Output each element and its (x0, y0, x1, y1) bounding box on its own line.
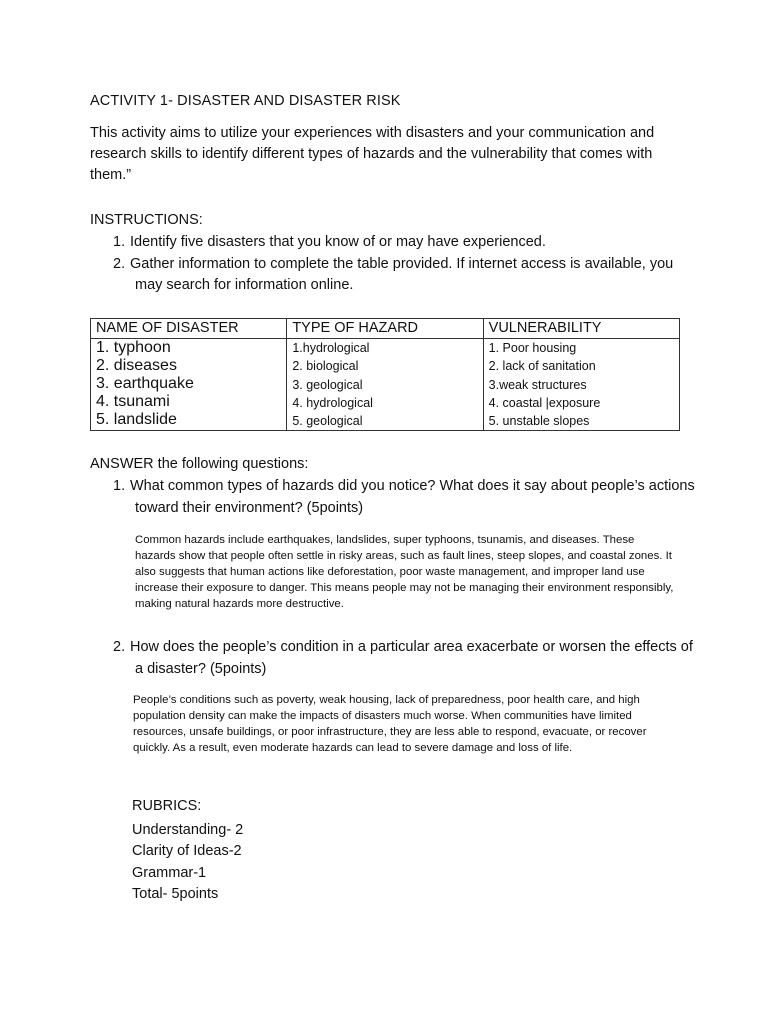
column-header-disaster: NAME OF DISASTER (91, 319, 287, 339)
rubric-item: Clarity of Ideas-2 (132, 843, 242, 859)
instruction-number: 2. (113, 255, 126, 272)
instructions-heading: INSTRUCTIONS: (90, 212, 203, 228)
vulnerability: 3.weak structures (488, 377, 587, 392)
activity-title: ACTIVITY 1- DISASTER AND DISASTER RISK (90, 93, 401, 109)
disaster-name: 3. earthquake (96, 375, 194, 392)
vulnerability: 5. unstable slopes (488, 414, 590, 429)
disaster-table (90, 318, 680, 431)
disaster-names-cell (91, 339, 287, 431)
disaster-name: 2. diseases (96, 357, 177, 374)
intro-paragraph: This activity aims to utilize your experiences with disasters and your communication and research skills to identify different types of hazards and the vulnerability that comes with them.” (90, 125, 655, 183)
question-text: What common types of hazards did you notice? What does it say about people’s actions toward their environment? (5points) (130, 478, 695, 516)
vulnerability: 1. Poor housing (488, 341, 577, 355)
vulnerability: 2. lack of sanitation (488, 359, 596, 374)
rubric-item: Grammar-1 (132, 864, 207, 881)
rubrics-section (132, 796, 243, 906)
vulnerabilities-cell (483, 339, 679, 431)
question-text: How does the people’s condition in a particular area exacerbate or worsen the effects of a disaster? (5points) (130, 639, 693, 677)
hazard-type: 2. biological (292, 359, 359, 374)
vulnerability: 4. coastal |exposure (488, 395, 601, 410)
column-header-hazard: TYPE OF HAZARD (287, 319, 483, 339)
table-header-row (91, 319, 680, 339)
answer-1: Common hazards include earthquakes, landslides, super typhoons, tsunamis, and diseases. These hazards show that people often settle in risky areas, such as fault lines, steep slopes, and coastal zones. It also suggests that human actions like deforestation, poor waste management, and improper land use increase their exposure to danger. This means people may not be managing their environment responsibly, making natural hazards more destructive. (135, 534, 674, 610)
disaster-name: 1. typhoon (96, 339, 171, 356)
hazard-type: 5. geological (292, 414, 363, 429)
disaster-name: 5. landslide (96, 411, 177, 428)
instruction-text: Gather information to complete the table provided. If internet access is available, you may search for information online. (130, 255, 674, 293)
answer-heading: ANSWER the following questions: (90, 456, 309, 472)
hazard-type: 1.hydrological (292, 341, 370, 355)
rubric-item: Understanding- 2 (132, 821, 244, 838)
question-number: 2. (113, 639, 126, 655)
column-header-vulnerability: VULNERABILITY (483, 319, 679, 339)
question-number: 1. (113, 478, 126, 494)
instruction-item (113, 254, 693, 297)
rubric-item: Total- 5points (132, 886, 219, 902)
instruction-text: Identify five disasters that you know of or may have experienced. (130, 234, 546, 250)
answer-2: People’s conditions such as poverty, weak housing, lack of preparedness, poor health care, and high population density can make the impacts of disasters much worse. When communities have limited resources, unsafe buildings, or poor infrastructure, they are less able to respond, evacuate, or recover quickly. As a result, even moderate hazards can lead to severe damage and loss of life. (133, 694, 647, 754)
table-row (91, 339, 680, 431)
instructions-list (113, 232, 693, 297)
question-1 (113, 476, 695, 519)
instruction-number: 1. (113, 234, 126, 250)
hazard-type: 3. geological (292, 377, 363, 392)
question-2 (113, 637, 695, 680)
hazard-type: 4. hydrological (292, 395, 373, 410)
hazard-types-cell (287, 339, 483, 431)
instruction-item (113, 232, 693, 254)
disaster-name: 4. tsunami (96, 393, 170, 410)
rubrics-heading: RUBRICS: (132, 798, 202, 814)
